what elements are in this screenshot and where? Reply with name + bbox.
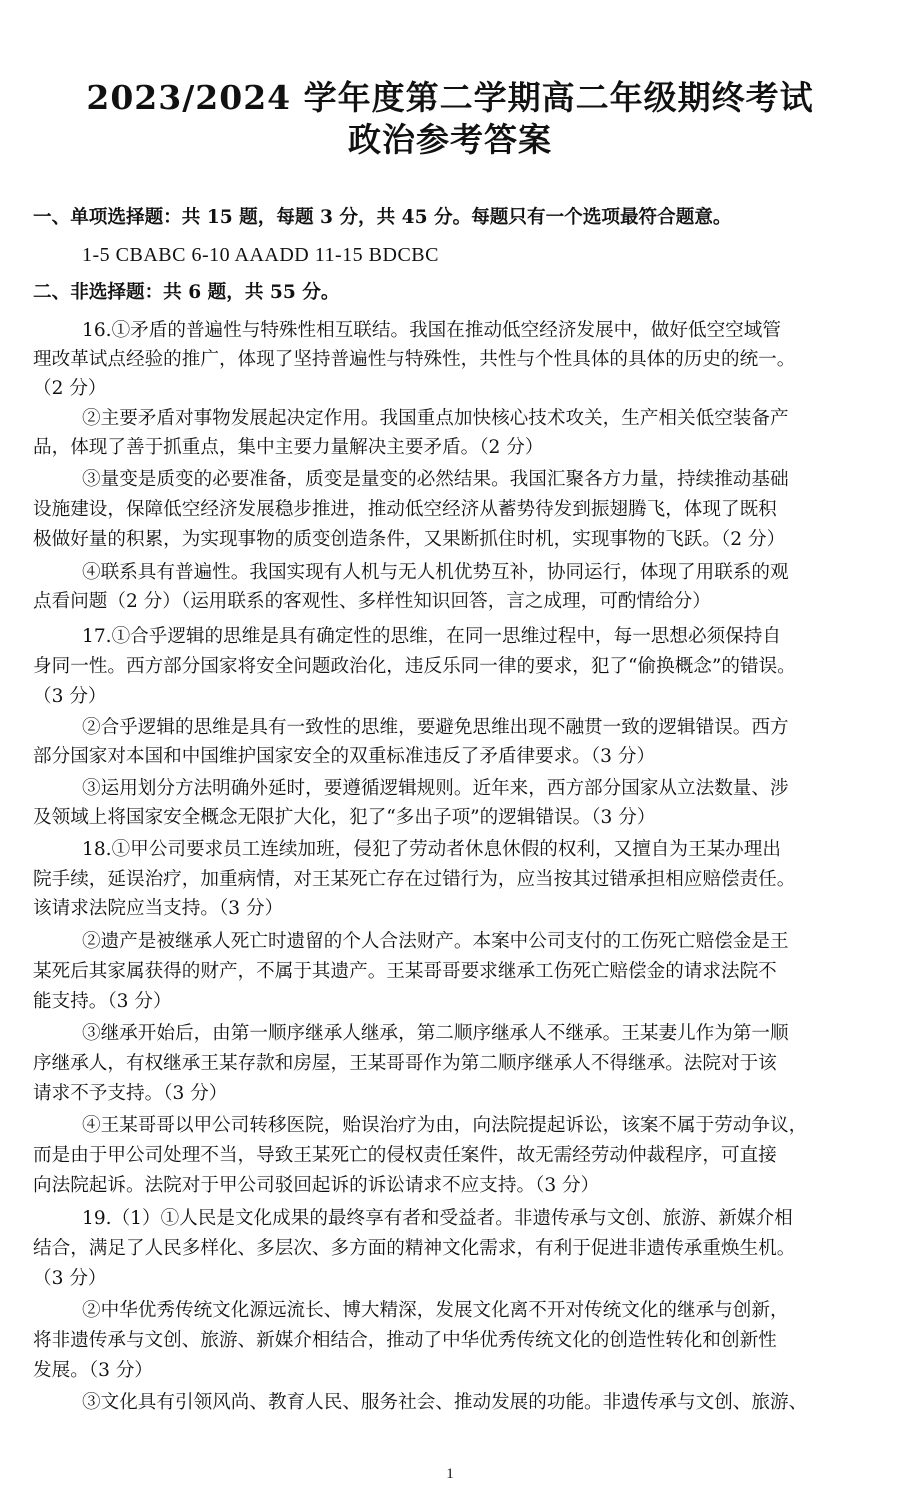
paragraph-line: 17.①合乎逻辑的思维是具有确定性的思维，在同一思维过程中，每一思想必须保持自 [82,626,781,647]
paragraph-line: 将非遗传承与文创、旅游、新媒介相结合，推动了中华优秀传统文化的创造性转化和创新性 [33,1330,777,1351]
paragraph-line: 19.（1）①人民是文化成果的最终享有者和受益者。非遗传承与文创、旅游、新媒介相 [82,1208,793,1229]
paragraph-line: （3 分） [33,1268,107,1289]
paragraph-line: 而是由于甲公司处理不当，导致王某死亡的侵权责任案件，故无需经劳动仲裁程序，可直接 [33,1145,777,1166]
paragraph-line: 点看问题（2 分）（运用联系的客观性、多样性知识回答，言之成理，可酌情给分） [33,591,711,612]
paragraph-line: ③运用划分方法明确外延时，要遵循逻辑规则。近年来，西方部分国家从立法数量、涉 [82,778,789,799]
paragraph-line: 能支持。（3 分） [33,991,172,1012]
paragraph-line: ②遗产是被继承人死亡时遗留的个人合法财产。本案中公司支付的工伤死亡赔偿金是王 [82,931,789,952]
paragraph-line: 向法院起诉。法院对于甲公司驳回起诉的诉讼请求不应支持。（3 分） [33,1175,600,1196]
page-title: 2023/2024 学年度第二学期高二年级期终考试 [86,78,814,117]
paragraph-line: 16.①矛盾的普遍性与特殊性相互联结。我国在推动低空经济发展中，做好低空空域管 [82,320,781,341]
multiple-choice-answers: 1-5 CBABC 6-10 AAADD 11-15 BDCBC [82,244,439,266]
paragraph-line: （2 分） [33,378,107,399]
paragraph-line: （3 分） [33,686,107,707]
paragraph-line: 18.①甲公司要求员工连续加班，侵犯了劳动者休息休假的权利，又擅自为王某办理出 [82,839,781,860]
paragraph-line: ③量变是质变的必要准备，质变是量变的必然结果。我国汇聚各方力量，持续推动基础 [82,469,789,490]
paragraph-line: ④联系具有普遍性。我国实现有人机与无人机优势互补，协同运行，体现了用联系的观 [82,562,789,583]
paragraph-line: 及领域上将国家安全概念无限扩大化，犯了“多出子项”的逻辑错误。（3 分） [33,807,656,828]
section-heading-non-choice: 二、非选择题：共 6 题，共 55 分。 [33,282,340,303]
paragraph-line: ③继承开始后，由第一顺序继承人继承，第二顺序继承人不继承。王某妻儿作为第一顺 [82,1023,789,1044]
paragraph-line: 部分国家对本国和中国维护国家安全的双重标准违反了矛盾律要求。（3 分） [33,746,656,767]
paragraph-line: 院手续，延误治疗，加重病情，对王某死亡存在过错行为，应当按其过错承担相应赔偿责任。 [33,869,796,890]
paragraph-line: 某死后其家属获得的财产，不属于其遗产。王某哥哥要求继承工伤死亡赔偿金的请求法院不 [33,961,777,982]
paragraph-line: ④王某哥哥以甲公司转移医院，贻误治疗为由，向法院提起诉讼，该案不属于劳动争议， [82,1115,808,1136]
paragraph-line: 理改革试点经验的推广，体现了坚持普遍性与特殊性，共性与个性具体的具体的历史的统一。 [33,349,796,370]
paragraph-line: 极做好量的积累，为实现事物的质变创造条件，又果断抓住时机，实现事物的飞跃。（2 分） [33,529,786,550]
paragraph-line: 请求不予支持。（3 分） [33,1083,228,1104]
section-heading-multiple-choice: 一、单项选择题：共 15 题，每题 3 分，共 45 分。每题只有一个选项最符合题意。 [33,207,732,228]
page-subtitle: 政治参考答案 [348,120,552,159]
paragraph-line: 该请求法院应当支持。（3 分） [33,898,284,919]
paragraph-line: 发展。（3 分） [33,1360,154,1381]
paragraph-line: 结合，满足了人民多样化、多层次、多方面的精神文化需求，有利于促进非遗传承重焕生机。 [33,1238,796,1259]
paragraph-line: 品，体现了善于抓重点，集中主要力量解决主要矛盾。（2 分） [33,437,544,458]
paragraph-line: ③文化具有引领风尚、教育人民、服务社会、推动发展的功能。非遗传承与文创、旅游、 [82,1392,808,1413]
paragraph-line: ②合乎逻辑的思维是具有一致性的思维，要避免思维出现不融贯一致的逻辑错误。西方 [82,717,789,738]
paragraph-line: ②中华优秀传统文化源远流长、博大精深，发展文化离不开对传统文化的继承与创新， [82,1300,789,1321]
paragraph-line: 身同一性。西方部分国家将安全问题政治化，违反乐同一律的要求，犯了“偷换概念”的错误。 [33,656,796,677]
page-number: 1 [446,1466,454,1482]
paragraph-line: 序继承人，有权继承王某存款和房屋，王某哥哥作为第二顺序继承人不得继承。法院对于该 [33,1053,777,1074]
paragraph-line: ②主要矛盾对事物发展起决定作用。我国重点加快核心技术攻关，生产相关低空装备产 [82,408,789,429]
paragraph-line: 设施建设，保障低空经济发展稳步推进，推动低空经济从蓄势待发到振翅腾飞，体现了既积 [33,499,777,520]
